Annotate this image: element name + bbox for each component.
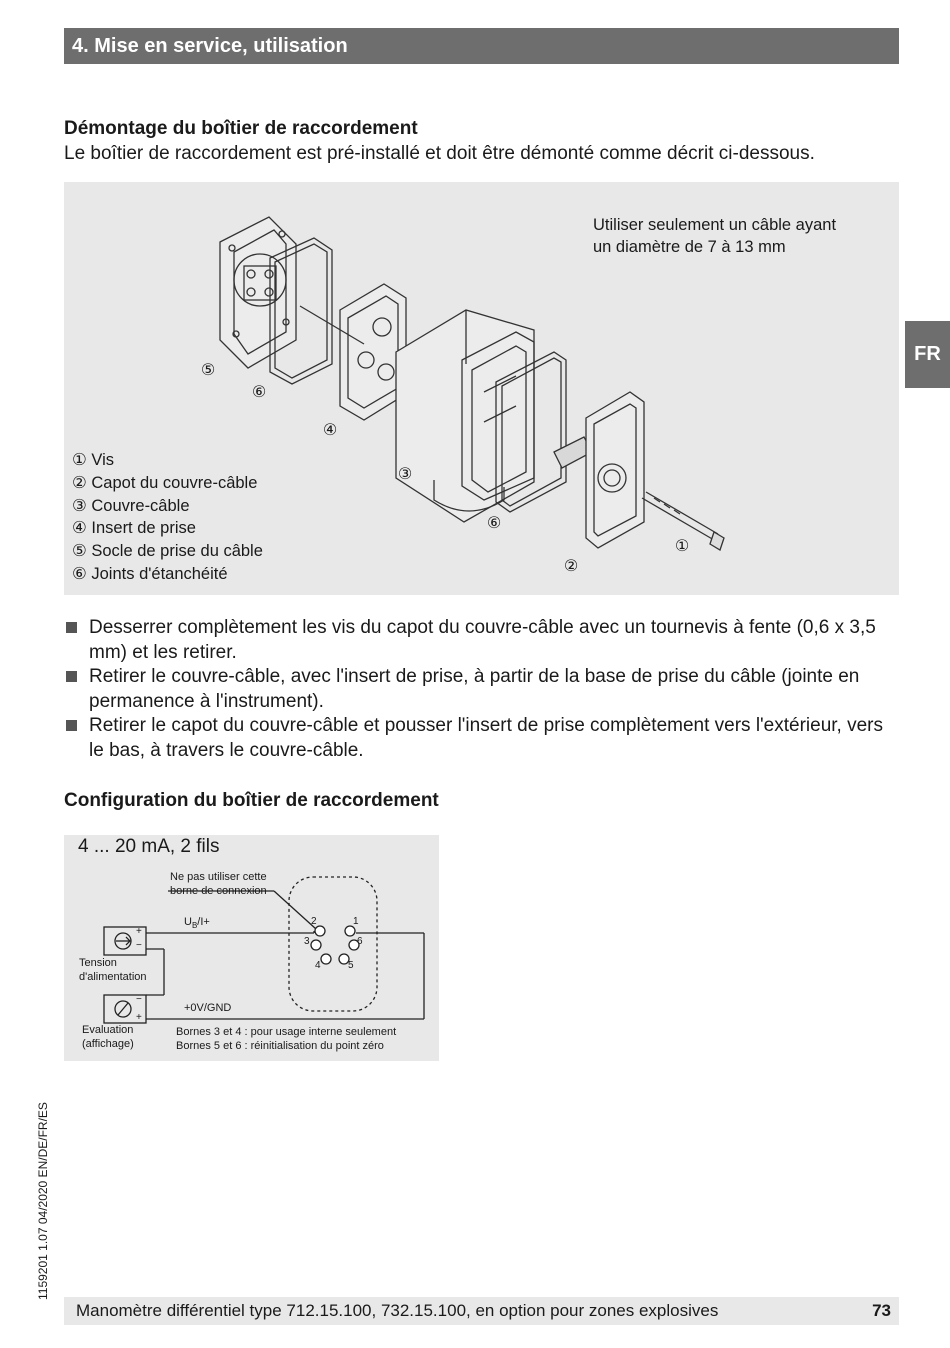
wiring-title: 4 ... 20 mA, 2 fils [78,836,220,857]
step-item [64,665,899,714]
step-text: Retirer le couvre-câble, avec l'insert de prise, à partir de la base de prise du câble (jointe en permanence à l'instrument). [89,666,860,712]
cable-socket-base-drawing [220,217,296,368]
dismount-title: Démontage du boîtier de raccordement [64,118,418,139]
footer-text: Manomètre différentiel type 712.15.100, 732.15.100, en option pour zones explosives [76,1301,719,1320]
pin-label: 5 [348,960,354,971]
callout-6a: ⑥ [251,384,267,401]
step-text: Desserrer complètement les vis du capot du couvre-câble avec un tournevis à fente (0,6 x 3,5 mm) et les retirer. [89,617,876,663]
plus-sign: + [136,926,142,937]
pin-label: 4 [315,960,321,971]
pin-label: 6 [357,936,363,947]
step-text: Retirer le capot du couvre-câble et pousser l'insert de prise complètement vers l'extérieur, vers le bas, à travers le couvre-câble. [89,715,884,761]
pin-label: 1 [353,916,359,927]
cable-cover-drawing [396,310,534,522]
callout-2: ② [563,558,579,575]
gnd-label: +0V/GND [184,1002,232,1014]
cable-diameter-note: Utiliser seulement un câble ayant un diamètre de 7 à 13 mm [593,216,837,256]
parts-legend [72,449,263,586]
legend-item: ④ Insert de prise [72,519,196,538]
square-bullet-icon [66,671,77,682]
minus-sign: − [136,940,142,951]
section-header: 4. Mise en service, utilisation [64,28,899,64]
legend-item: ① Vis [72,451,114,469]
square-bullet-icon [66,622,77,633]
ub-label: $U_B/I+$ [184,916,210,931]
callout-4: ④ [322,422,338,439]
instruction-steps [64,616,899,763]
cover-cap-drawing [586,392,644,548]
pin-label: 3 [304,936,310,947]
page-number: 73 [872,1301,891,1320]
square-bullet-icon [66,720,77,731]
language-tab: FR [905,321,950,388]
legend-item: ⑤ Socle de prise du câble [72,542,263,561]
step-item [64,714,899,763]
minus-sign: − [136,994,142,1005]
page-footer [64,1297,899,1325]
dismount-intro: Le boîtier de raccordement est pré-installé et doit être démonté comme décrit ci-dessous. [64,143,815,164]
unused-terminal-note: Ne pas utiliser cette borne de connexion [170,871,267,897]
legend-item: ⑥ Joints d'étanchéité [72,564,228,583]
callout-5: ⑤ [200,362,216,379]
document-code: 1159201 1.07 04/2020 EN/DE/FR/ES [36,1102,50,1300]
plus-sign: + [136,1012,142,1023]
wiring-diagram [64,835,439,1061]
pin-label: 2 [311,916,317,927]
callout-1: ① [674,538,690,555]
exploded-view-figure [64,182,899,595]
plug-insert-drawing [300,284,406,420]
evaluation-label: Evaluation (affichage) [82,1024,134,1050]
legend-item: ② Capot du couvre-câble [72,473,258,492]
callout-3: ③ [397,466,413,483]
legend-item: ③ Couvre-câble [72,496,190,515]
terminal-note: Bornes 3 et 4 : pour usage interne seulement Bornes 5 et 6 : réinitialisation du point zéro [176,1026,397,1052]
callout-6b: ⑥ [486,515,502,532]
supply-label: Tension d'alimentation [79,957,147,983]
config-title: Configuration du boîtier de raccordement [64,790,439,811]
step-item [64,616,899,665]
